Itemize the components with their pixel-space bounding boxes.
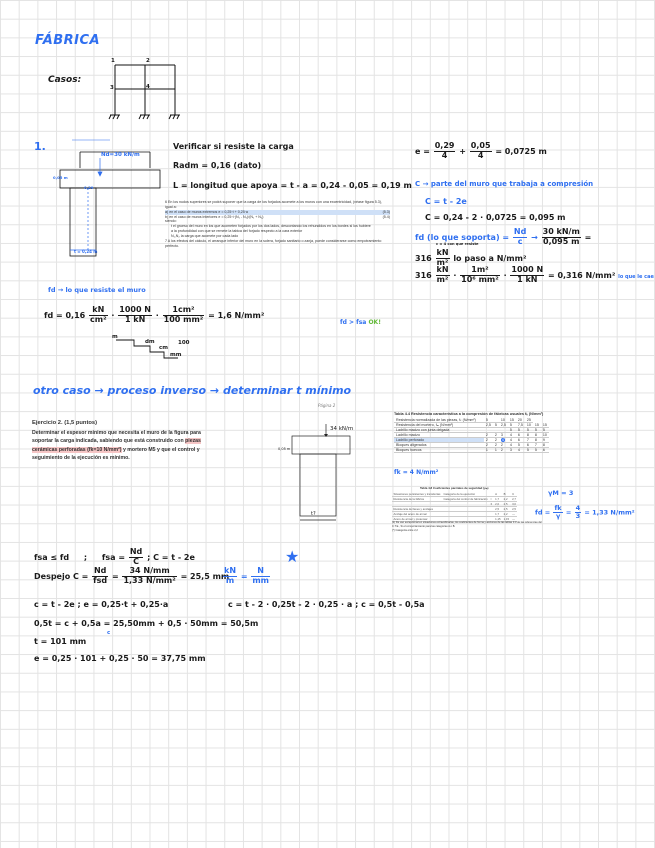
table43-cell: II <box>490 502 493 506</box>
c-expansion-line <box>34 601 168 610</box>
table43-cell: 2,5 <box>502 507 510 512</box>
table44-row <box>394 448 549 453</box>
fd-num: Nd <box>513 227 527 236</box>
code-siendo: siendo: <box>165 219 177 224</box>
conv-mm: mm <box>170 352 182 358</box>
frame-node-1: 1 <box>111 58 115 64</box>
table43-cell: Resistencia de la fábrica <box>392 497 442 502</box>
conv-100: 100 <box>178 340 190 346</box>
table43-cell: 1,7 <box>494 512 502 517</box>
table43-cell: 2,7 <box>512 497 516 501</box>
table43-cell: Anclaje del acero de armar <box>392 512 442 517</box>
fd-calc-f1-num: kN <box>89 306 108 316</box>
table43-cell: 2,0 <box>494 502 502 507</box>
conv-f3-den: 1 kN <box>517 274 538 284</box>
dot-icon: · <box>453 270 457 280</box>
table44-cell: 2 <box>484 433 493 438</box>
conv-f2 <box>460 266 500 285</box>
dim-wall-label: 0,29 <box>84 185 94 190</box>
fd-label: fd (lo que soporta) = <box>415 232 510 242</box>
despejo-den-2: 1,33 N/mm² <box>123 575 176 585</box>
t43-h-3: B <box>502 492 510 497</box>
table43-cell: 2,5 <box>512 507 516 511</box>
c-expansion-line-2 <box>228 601 425 610</box>
table44-cell: 6 <box>516 438 525 443</box>
fd-calc-f2-den: 1 kN <box>124 314 146 324</box>
fd-design-equation <box>535 505 635 520</box>
fd-calc-f3-num: 1cm² <box>163 306 205 316</box>
despejo-frac-2 <box>122 567 176 586</box>
table44-cell: 5 <box>533 448 541 453</box>
e-num-2: 0,05 <box>470 141 491 150</box>
table44-cell: 9 <box>541 438 549 443</box>
table44-cell: 4 <box>516 448 525 453</box>
e-rhs: = 0,0725 m <box>495 146 547 156</box>
line-e: ; e = 0,25·t + 0,25·a <box>77 600 169 609</box>
code-item-6: 6 En los nudos superiores se podrá suponer que la carga de los forjados acomete a los muros con una excentricidad, (véase figura 5.3), igual a: <box>165 200 382 209</box>
t44-h2-5: 7,5 <box>517 423 523 427</box>
fd-calc-f1-den: cm² <box>90 314 107 324</box>
fsa-den: C <box>133 556 139 566</box>
table43-title: Tabla 4.8 Coeficientes parciales de seguridad (γₘ) <box>420 486 489 490</box>
fd-calc-f2-num: 1000 N <box>119 305 151 314</box>
conv-f3-num: 1000 N <box>511 265 544 274</box>
figure-t-label: t? <box>311 511 316 517</box>
fd-calc-line <box>44 306 264 325</box>
fsa-frac <box>129 548 143 567</box>
radm-line: Radm = 0,16 (dato) <box>173 161 262 170</box>
eccentricity-equation <box>415 142 547 161</box>
table44-cell: 5 <box>541 428 549 433</box>
table44-cell: 10 <box>542 433 547 437</box>
t44-h-label: Resistencia normalizada de las piezas, fₖ (N/mm²) <box>394 418 484 423</box>
table44-cell: 4 <box>508 438 516 443</box>
t44-h-4: 15 <box>509 418 514 422</box>
figure-load-label: 34 kN/m <box>330 426 354 432</box>
fd-calc-res: = 1,6 N/mm² <box>208 310 265 320</box>
section-number: 1. <box>34 140 46 153</box>
fd-resists-label: fd → lo que resiste el muro <box>48 286 146 294</box>
dim-bottom-label: t = 0,24 m <box>74 249 98 254</box>
fd-eq-res: = 1,33 N/mm² <box>584 508 635 517</box>
t44-h-5: 20 <box>516 418 525 423</box>
fd-eq-frac <box>553 505 562 520</box>
table44-cell: 7 <box>533 443 541 448</box>
table44-cell: 2 <box>494 433 497 437</box>
c-note: C → parte del muro que trabaja a compresión <box>415 180 594 188</box>
fd-calc-f3 <box>163 306 205 325</box>
unit-num: kN <box>224 566 237 575</box>
code-item-b-ref: (5.4) <box>382 214 390 219</box>
e-den-1: 4 <box>441 150 448 160</box>
table44-cell: 6 <box>516 433 525 438</box>
section2-heading: otro caso → proceso inverso → determinar t mínimo <box>33 384 352 397</box>
arrow-icon: → <box>531 232 538 242</box>
code-item-a-text: a) en el caso de muros extremos e = 0,25·t + 0,25·a <box>165 209 248 214</box>
t44-h2-6: 10 <box>526 423 531 427</box>
table43-cell: 2,2 <box>502 497 510 502</box>
c-eq-1: C = t - 2e <box>425 197 467 206</box>
fd-eq-frac-2 <box>575 505 582 520</box>
condition-text: fsa ≤ fd <box>34 552 70 562</box>
exercise-text-2: y mortero M5 y que el control y seguimiento de la ejecución es mínimo. <box>32 446 200 461</box>
despejo-num-2: 34 N/mm <box>122 567 176 577</box>
verify-line: Verificar si resiste la carga <box>173 142 294 151</box>
t-result: t = 101 mm <box>34 637 87 646</box>
table44-cell: 8 <box>525 433 533 438</box>
half-t-sub: c <box>107 630 111 636</box>
table43-cell: Resistencia de llaves y anclajes <box>392 507 442 512</box>
table44-cell: 6 <box>541 448 549 453</box>
dot-icon: · <box>155 310 159 320</box>
conv-f1 <box>436 266 450 285</box>
compare-line <box>340 320 381 327</box>
conv-f2-den: 10⁶ mm² <box>461 274 499 284</box>
table43-cell: 2,5 <box>502 502 510 507</box>
v316-unit-num: kN <box>436 248 449 257</box>
frame-node-4: 4 <box>146 84 150 90</box>
fd-arrow-den: 0,095 m <box>543 236 580 246</box>
star-icon: ★ <box>285 547 300 566</box>
fd-sub-note: c = 4 con que resiste <box>436 242 479 246</box>
dot-icon: · <box>111 310 115 320</box>
e-frac-1 <box>434 142 456 161</box>
table43-cell: 1,15 <box>503 517 510 521</box>
table43-cell: 1,15 <box>495 517 501 521</box>
despejo-den: fsd <box>93 575 108 585</box>
table44-cell: 8 <box>541 443 549 448</box>
table43-cell: Categoría del control de fabricación <box>443 497 488 501</box>
code-item-t: t el grueso del muro en los que acometen forjados por los dos lados, descontando los rehundidos en los bordes si los hubiere <box>171 224 371 229</box>
fd-eq-num: fk <box>554 504 562 512</box>
t44-h-3: 10 <box>499 418 508 423</box>
line-c2: c = t - 2 · 0,25t - 2 · 0,25 · a <box>228 600 353 609</box>
table44-cell: 2 <box>494 443 497 447</box>
table44-cell: 2 <box>499 448 508 453</box>
page-number: Página 2 <box>318 403 336 408</box>
fd-arrow-num: 30 kN/m <box>542 227 580 236</box>
table44-cell: 7 <box>525 438 533 443</box>
fd-eq-end: = <box>584 232 592 242</box>
table44-cell: 5 <box>525 448 533 453</box>
e-num-1: 0,29 <box>434 141 455 150</box>
t43-h-2: A <box>494 492 502 497</box>
v316-unit-den: m² <box>436 257 449 267</box>
code-item-b-text: b) en el caso de muros interiores e = 0,25·t·(N₁ - N₂)/(N₁ + N₂) <box>165 214 264 219</box>
code-item-7: 7 A los efectos del cálculo, el arranque inferior del muro en la solera, forjado sanitario o zanja, puede considerarse como empotramiento perfecto. <box>165 238 382 248</box>
table44-cell: 2 <box>494 438 497 442</box>
table44-cell: 8 <box>533 438 541 443</box>
t44-h-6: 25 <box>526 418 531 422</box>
table44-cell: 5 <box>508 428 516 433</box>
conv-val: 316 <box>415 270 432 280</box>
conv-f1-den: m² <box>436 274 449 284</box>
table43-row <box>392 497 517 502</box>
table44-cell: 4 <box>508 433 516 438</box>
despejo-text: Despejo C = <box>34 571 89 581</box>
exercise-text-1: Determinar el espesor mínimo que necesita el muro de la figura para soportar la carga indicada, sabiendo que está construido con <box>32 430 201 445</box>
table44-cell: 2 <box>499 443 508 448</box>
unit-eq: = <box>240 571 248 581</box>
exercise-text-highlight: piezas cerámicas perforadas (fk=10 N/mm²) <box>32 438 201 453</box>
unit-equivalence <box>222 567 271 586</box>
conv-cm: cm <box>159 345 168 351</box>
unit-frac-1 <box>223 567 237 586</box>
table44-cell: 5 <box>533 428 541 433</box>
table44-cell: 5 <box>516 428 525 433</box>
fd-eq-den-2: 3 <box>575 512 581 521</box>
table44-row-label: Bloques aligerados <box>394 443 484 448</box>
table43-cell: Acero de armar y pretensar <box>392 517 442 522</box>
exercise-statement <box>32 420 210 462</box>
e-den-2: 4 <box>477 150 484 160</box>
despejo-frac <box>92 567 108 586</box>
table43-cell: 1,7 <box>494 497 502 502</box>
conv-res: = 0,316 N/mm² <box>547 270 616 280</box>
table44-row-label: Ladrillo perforado <box>394 438 484 443</box>
despejo-num: Nd <box>93 566 107 575</box>
compare-text: fd > fsa <box>340 319 367 326</box>
table43-note2: (*) Categoría entre 2,2 <box>392 529 418 532</box>
fd-eq-den: γ <box>555 512 561 521</box>
t43-h-0: Situaciones persistentes y transitorias <box>393 492 441 496</box>
e-eq-lhs: e = <box>415 146 430 156</box>
table44-cell: 8 <box>533 433 541 438</box>
unit-frac-2 <box>251 567 270 586</box>
fd-eq-mid: = <box>565 508 572 517</box>
condition-line <box>34 548 195 567</box>
table43-cell: 2,5 <box>494 507 502 512</box>
line-c3: ; c = 0,5t - 0,5a <box>355 600 425 609</box>
table44-cell: 2 <box>484 443 493 448</box>
table44-row-label: Ladrillo macizo <box>394 433 484 438</box>
t44-h2-4: 5 <box>508 423 516 428</box>
portal-frame-diagram <box>105 55 180 125</box>
table43-cell: — <box>511 512 518 517</box>
table43-cell: 3,0 <box>512 502 516 506</box>
t44-h2-7: 15 <box>534 422 539 427</box>
dot-icon: · <box>503 270 507 280</box>
fd-calc-f3-den: 100 mm² <box>163 314 204 324</box>
table44-cell: 3 <box>508 448 516 453</box>
fd-calc-f1 <box>89 306 108 325</box>
fsa-num: Nd <box>129 547 143 556</box>
despejo-res: = 25,5 mm <box>180 571 230 581</box>
code-excerpt <box>165 200 390 248</box>
frame-node-2: 2 <box>146 58 150 64</box>
c-eq-2: C = 0,24 - 2 · 0,0725 = 0,095 m <box>425 213 566 222</box>
fk-equation: fk = 4 N/mm² <box>394 469 439 476</box>
despejo-line <box>34 567 229 586</box>
table43 <box>392 492 517 522</box>
table43-cell: 2,2 <box>502 512 510 517</box>
table43-cell: — <box>511 517 518 522</box>
casos-label: Casos: <box>48 75 82 85</box>
t44-h2-8: 15 <box>542 422 547 427</box>
dim-small-label: 0,05 m <box>53 175 68 180</box>
table44-cell: 5 <box>516 443 525 448</box>
t44-h2-2: 5 <box>494 423 497 427</box>
page-title: FÁBRICA <box>35 33 101 48</box>
table44-cell: 6 <box>525 443 533 448</box>
table44-cell: 3 <box>499 433 508 438</box>
line-c: c = t - 2e <box>34 600 75 609</box>
table44-cell: 1 <box>494 448 497 452</box>
conv-f3 <box>510 266 544 285</box>
table44-title: Tabla 4.4 Resistencia característica a la compresión de fábricas usuales fₖ (N/mm²) <box>394 412 544 416</box>
t43-h-1: Categoría de la ejecución <box>442 492 489 497</box>
conv-m: m <box>112 334 118 340</box>
condition-semicolon: ; <box>83 552 88 562</box>
t44-h-1: 5 <box>484 418 493 423</box>
e-frac-2 <box>470 142 492 161</box>
table44-row-label: Ladrillo macizo con junta delgada <box>394 428 484 433</box>
v316-text: lo paso a N/mm² <box>453 253 527 263</box>
code-item-a-ref: (5.3) <box>382 209 390 214</box>
code-item-aa: a la profundidad con que se remete la tabica del forjado respecto a la cara exterior <box>171 229 303 234</box>
table44-selected-value: 4 <box>501 438 504 442</box>
unit-den-2: mm <box>252 575 269 585</box>
fd-arrow-frac <box>542 228 581 247</box>
t44-h2-1: 2,5 <box>485 423 491 427</box>
conversion-line <box>415 266 654 285</box>
table44 <box>394 418 549 453</box>
t44-h2-label: Resistencia del mortero, fₘ (N/mm²) <box>394 423 484 428</box>
conv-f1-num: kN <box>436 265 449 274</box>
frame-node-3: 3 <box>110 85 114 91</box>
fd-calc-lhs: fd = 0,16 <box>44 310 86 320</box>
exercise-title: Ejercicio 2. (1,5 puntos) <box>32 420 98 426</box>
figure-dim-label: 0,05 m <box>278 447 291 451</box>
fd-den: c <box>517 236 523 246</box>
despejo-eq: = <box>111 571 119 581</box>
c-definition: ; C = t - 2e <box>147 552 195 562</box>
table44-row-label: Bloques huecos <box>394 448 484 453</box>
unit-num-2: N <box>251 567 270 577</box>
t44-h2-3: 2,5 <box>500 423 506 427</box>
exercise-text <box>32 429 210 462</box>
v316-lhs: 316 <box>415 253 432 263</box>
conv-note: lo que le cae <box>618 273 654 280</box>
table44-cell: 5 <box>525 428 533 433</box>
conv-f2-num: 1m² <box>460 266 500 276</box>
table44-cell: 2 <box>484 438 493 443</box>
nd-label: Nd=30 kN/m <box>101 152 140 158</box>
t43-h-4: C <box>511 492 518 497</box>
e-final: e = 0,25 · 101 + 0,25 · 50 = 37,75 mm <box>34 654 206 663</box>
fd-calc-f2 <box>118 306 152 325</box>
fd-eq-num-2: 4 <box>575 504 581 512</box>
fsa-lhs: fsa = <box>101 552 126 562</box>
length-line: L = longitud que apoya = t - a = 0,24 - 0,05 = 0,19 m <box>173 181 412 190</box>
table44-cell: 1 <box>484 448 493 453</box>
half-t-line: 0,5t = c + 0,5a = 25,50mm + 0,5 · 50mm = 50,5m <box>34 619 259 628</box>
gamma-equation: γM = 3 <box>548 489 574 497</box>
ok-text: OK! <box>368 319 381 326</box>
code-item-n: N₁,N₂ la carga que acomete por cada lado <box>171 233 239 238</box>
fd-frac <box>513 228 527 247</box>
unit-den: m <box>225 575 235 585</box>
fd-eq-lhs: fd = <box>535 508 551 517</box>
table43-note: (1) De uso excepcional en situaciones extraordinarias, los coeficientes de forma y acciones de las tablas 3.3 de las referencias del C.T.E., Si el comportamiento para las categorías A o B. <box>392 521 542 528</box>
table43-cell: I <box>489 497 494 502</box>
table44-cell: 4 <box>508 443 516 448</box>
conv-dm: dm <box>145 339 155 345</box>
e-plus: + <box>459 146 466 156</box>
